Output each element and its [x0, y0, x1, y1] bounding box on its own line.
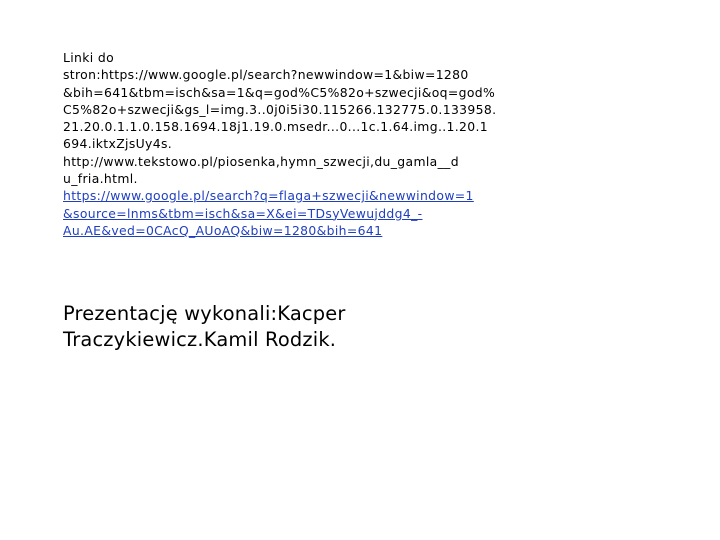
links-line: http://www.tekstowo.pl/piosenka,hymn_szwecji,du_gamla__d — [63, 153, 459, 169]
links-line: C5%82o+szwecji&gs_l=img.3..0j0i5i30.115266.132775.0.133958. — [63, 101, 497, 117]
credits-line: Prezentację wykonali:Kacper — [63, 302, 346, 325]
links-line: Linki do — [63, 50, 115, 65]
links-text-block — [63, 49, 503, 239]
credits-line: Traczykiewicz.Kamil Rodzik. — [63, 328, 337, 351]
credits-text — [63, 301, 523, 353]
links-line: &bih=641&tbm=isch&sa=1&q=god%C5%82o+szwecji&oq=god% — [63, 84, 496, 100]
hyperlink-line[interactable]: https://www.google.pl/search?q=flaga+szwecji&newwindow=1 — [63, 188, 474, 204]
hyperlink-line[interactable]: &source=lnms&tbm=isch&sa=X&ei=TDsyVewujddg4_- — [63, 205, 423, 221]
links-line: 21.20.0.1.1.0.158.1694.18j1.19.0.msedr...0...1c.1.64.img..1.20.1 — [63, 119, 489, 135]
hyperlink-line[interactable]: Au.AE&ved=0CAcQ_AUoAQ&biw=1280&bih=641 — [63, 222, 383, 238]
links-line: 694.iktxZjsUy4s. — [63, 136, 173, 152]
links-line: stron:https://www.google.pl/search?newwindow=1&biw=1280 — [63, 67, 469, 83]
links-line: u_fria.html. — [63, 171, 138, 187]
